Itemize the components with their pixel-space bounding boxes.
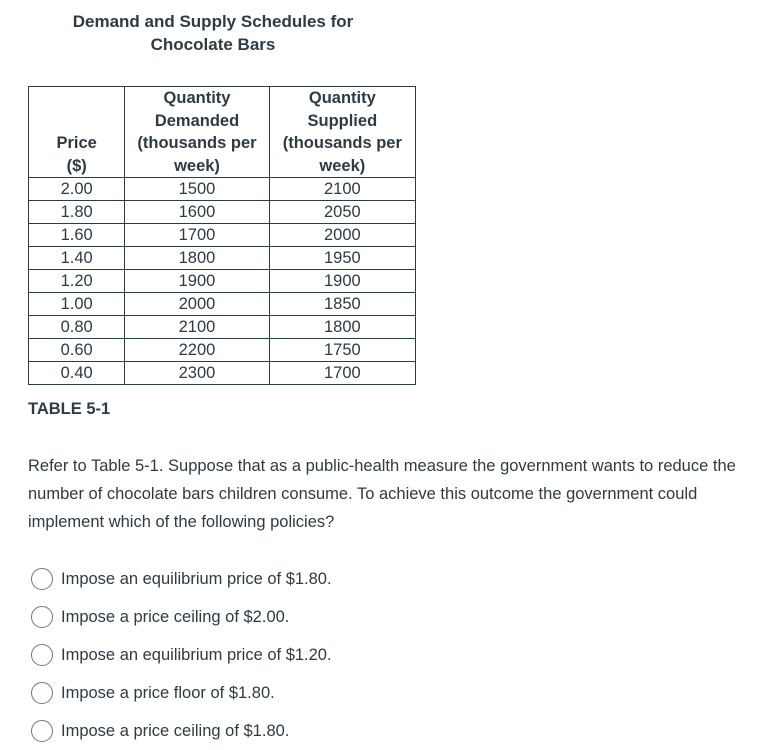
answer-label[interactable]: Impose a price ceiling of $1.80. [61, 722, 290, 740]
quantity-demanded-cell: 1600 [125, 201, 269, 224]
price-cell: 0.40 [29, 362, 125, 385]
table-row [29, 178, 416, 201]
quantity-supplied-cell: 2100 [269, 178, 415, 201]
figure-title [28, 10, 398, 56]
table-caption: TABLE 5-1 [28, 400, 111, 418]
answer-label[interactable]: Impose an equilibrium price of $1.80. [61, 570, 332, 588]
header-qd-line: Quantity [163, 89, 231, 107]
quantity-supplied-cell: 2050 [269, 201, 415, 224]
question-text: Refer to Table 5-1. Suppose that as a public-health measure the government wants to reduce the number of chocolate bars children consume. To achieve this outcome the government could implement which of the following policies? [28, 457, 736, 531]
quantity-demanded-cell: 2200 [125, 339, 269, 362]
table-row [29, 339, 416, 362]
quantity-supplied-cell: 2000 [269, 224, 415, 247]
answer-options [31, 560, 332, 750]
table-row [29, 293, 416, 316]
figure-title-line-1: Demand and Supply Schedules for [72, 12, 354, 31]
header-qs-line: Supplied [307, 111, 378, 130]
quantity-demanded-cell: 1500 [125, 178, 269, 201]
answer-label[interactable]: Impose a price floor of $1.80. [61, 684, 275, 702]
header-qs-line: (thousands per [282, 134, 402, 152]
price-cell: 2.00 [29, 178, 125, 201]
table-row [29, 270, 416, 293]
quantity-supplied-cell: 1850 [269, 293, 415, 316]
header-price-line: ($) [66, 156, 87, 175]
header-quantity-supplied [269, 87, 415, 178]
table-row [29, 247, 416, 270]
header-qd-line: (thousands per [137, 134, 257, 152]
answer-option-4[interactable] [31, 674, 332, 712]
figure-title-line-2: Chocolate Bars [150, 35, 276, 54]
table-row [29, 201, 416, 224]
quantity-supplied-cell: 1900 [269, 270, 415, 293]
radio-button-icon[interactable] [31, 644, 53, 666]
answer-label[interactable]: Impose an equilibrium price of $1.20. [61, 646, 332, 664]
header-qs-line: Quantity [308, 89, 376, 107]
price-cell: 0.60 [29, 339, 125, 362]
radio-button-icon[interactable] [31, 606, 53, 628]
price-cell: 1.60 [29, 224, 125, 247]
answer-option-1[interactable] [31, 560, 332, 598]
quantity-demanded-cell: 1900 [125, 270, 269, 293]
header-price [29, 87, 125, 178]
table-row [29, 316, 416, 339]
answer-option-2[interactable] [31, 598, 332, 636]
header-qd-line: Demanded [154, 111, 240, 130]
radio-button-icon[interactable] [31, 682, 53, 704]
radio-button-icon[interactable] [31, 568, 53, 590]
quantity-demanded-cell: 1800 [125, 247, 269, 270]
price-cell: 1.00 [29, 293, 125, 316]
answer-label[interactable]: Impose a price ceiling of $2.00. [61, 608, 290, 626]
demand-supply-table [28, 86, 416, 385]
quantity-supplied-cell: 1800 [269, 316, 415, 339]
quantity-supplied-cell: 1750 [269, 339, 415, 362]
answer-option-3[interactable] [31, 636, 332, 674]
header-price-line: Price [56, 134, 97, 152]
quantity-demanded-cell: 2100 [125, 316, 269, 339]
header-quantity-demanded [125, 87, 269, 178]
header-qs-line: week) [319, 156, 366, 175]
table-header-row [29, 87, 416, 178]
price-cell: 1.40 [29, 247, 125, 270]
header-qd-line: week) [174, 156, 220, 175]
quantity-demanded-cell: 2300 [125, 362, 269, 385]
quantity-supplied-cell: 1950 [269, 247, 415, 270]
radio-button-icon[interactable] [31, 720, 53, 742]
quantity-demanded-cell: 1700 [125, 224, 269, 247]
table-row [29, 362, 416, 385]
table-row [29, 224, 416, 247]
answer-option-5[interactable] [31, 712, 332, 750]
quantity-supplied-cell: 1700 [269, 362, 415, 385]
price-cell: 1.80 [29, 201, 125, 224]
quantity-demanded-cell: 2000 [125, 293, 269, 316]
price-cell: 0.80 [29, 316, 125, 339]
price-cell: 1.20 [29, 270, 125, 293]
